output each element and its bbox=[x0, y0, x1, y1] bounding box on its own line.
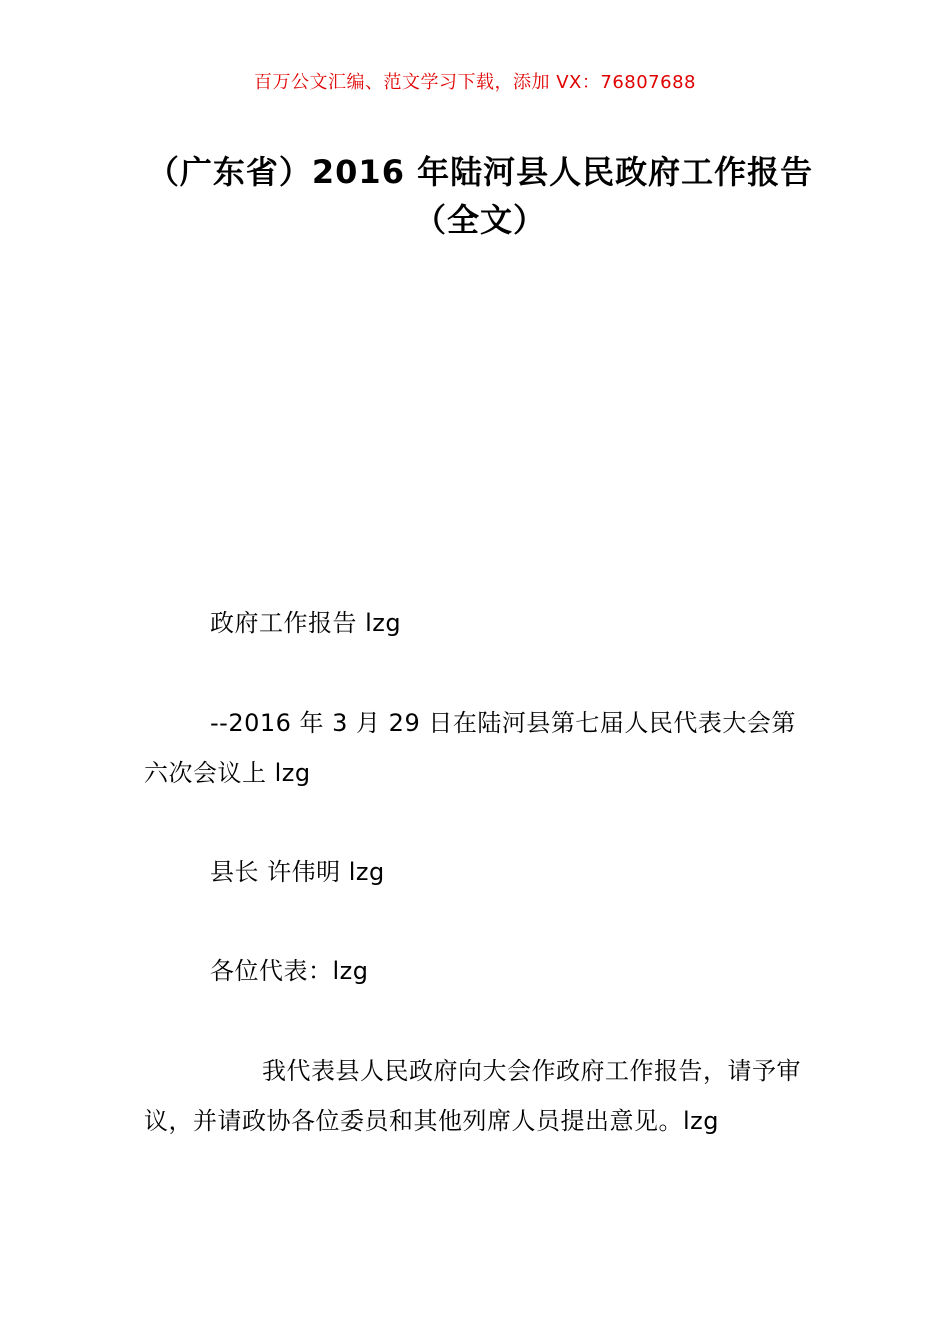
document-title: （广东省）2016 年陆河县人民政府工作报告（全文） bbox=[146, 153, 814, 239]
salutation-line: 各位代表：lzg bbox=[210, 957, 369, 985]
opening-paragraph: 我代表县人民政府向大会作政府工作报告，请予审议，并请政协各位委员和其他列席人员提出意见。lzg bbox=[144, 1057, 801, 1135]
promo-header-note: 百万公文汇编、范文学习下载，添加 VX：76807688 bbox=[254, 72, 696, 93]
meeting-info-line: --2016 年 3 月 29 日在陆河县第七届人民代表大会第六次会议上 lzg bbox=[144, 709, 796, 787]
report-heading-line: 政府工作报告 lzg bbox=[210, 609, 402, 637]
speaker-line: 县长 许伟明 lzg bbox=[210, 858, 385, 886]
